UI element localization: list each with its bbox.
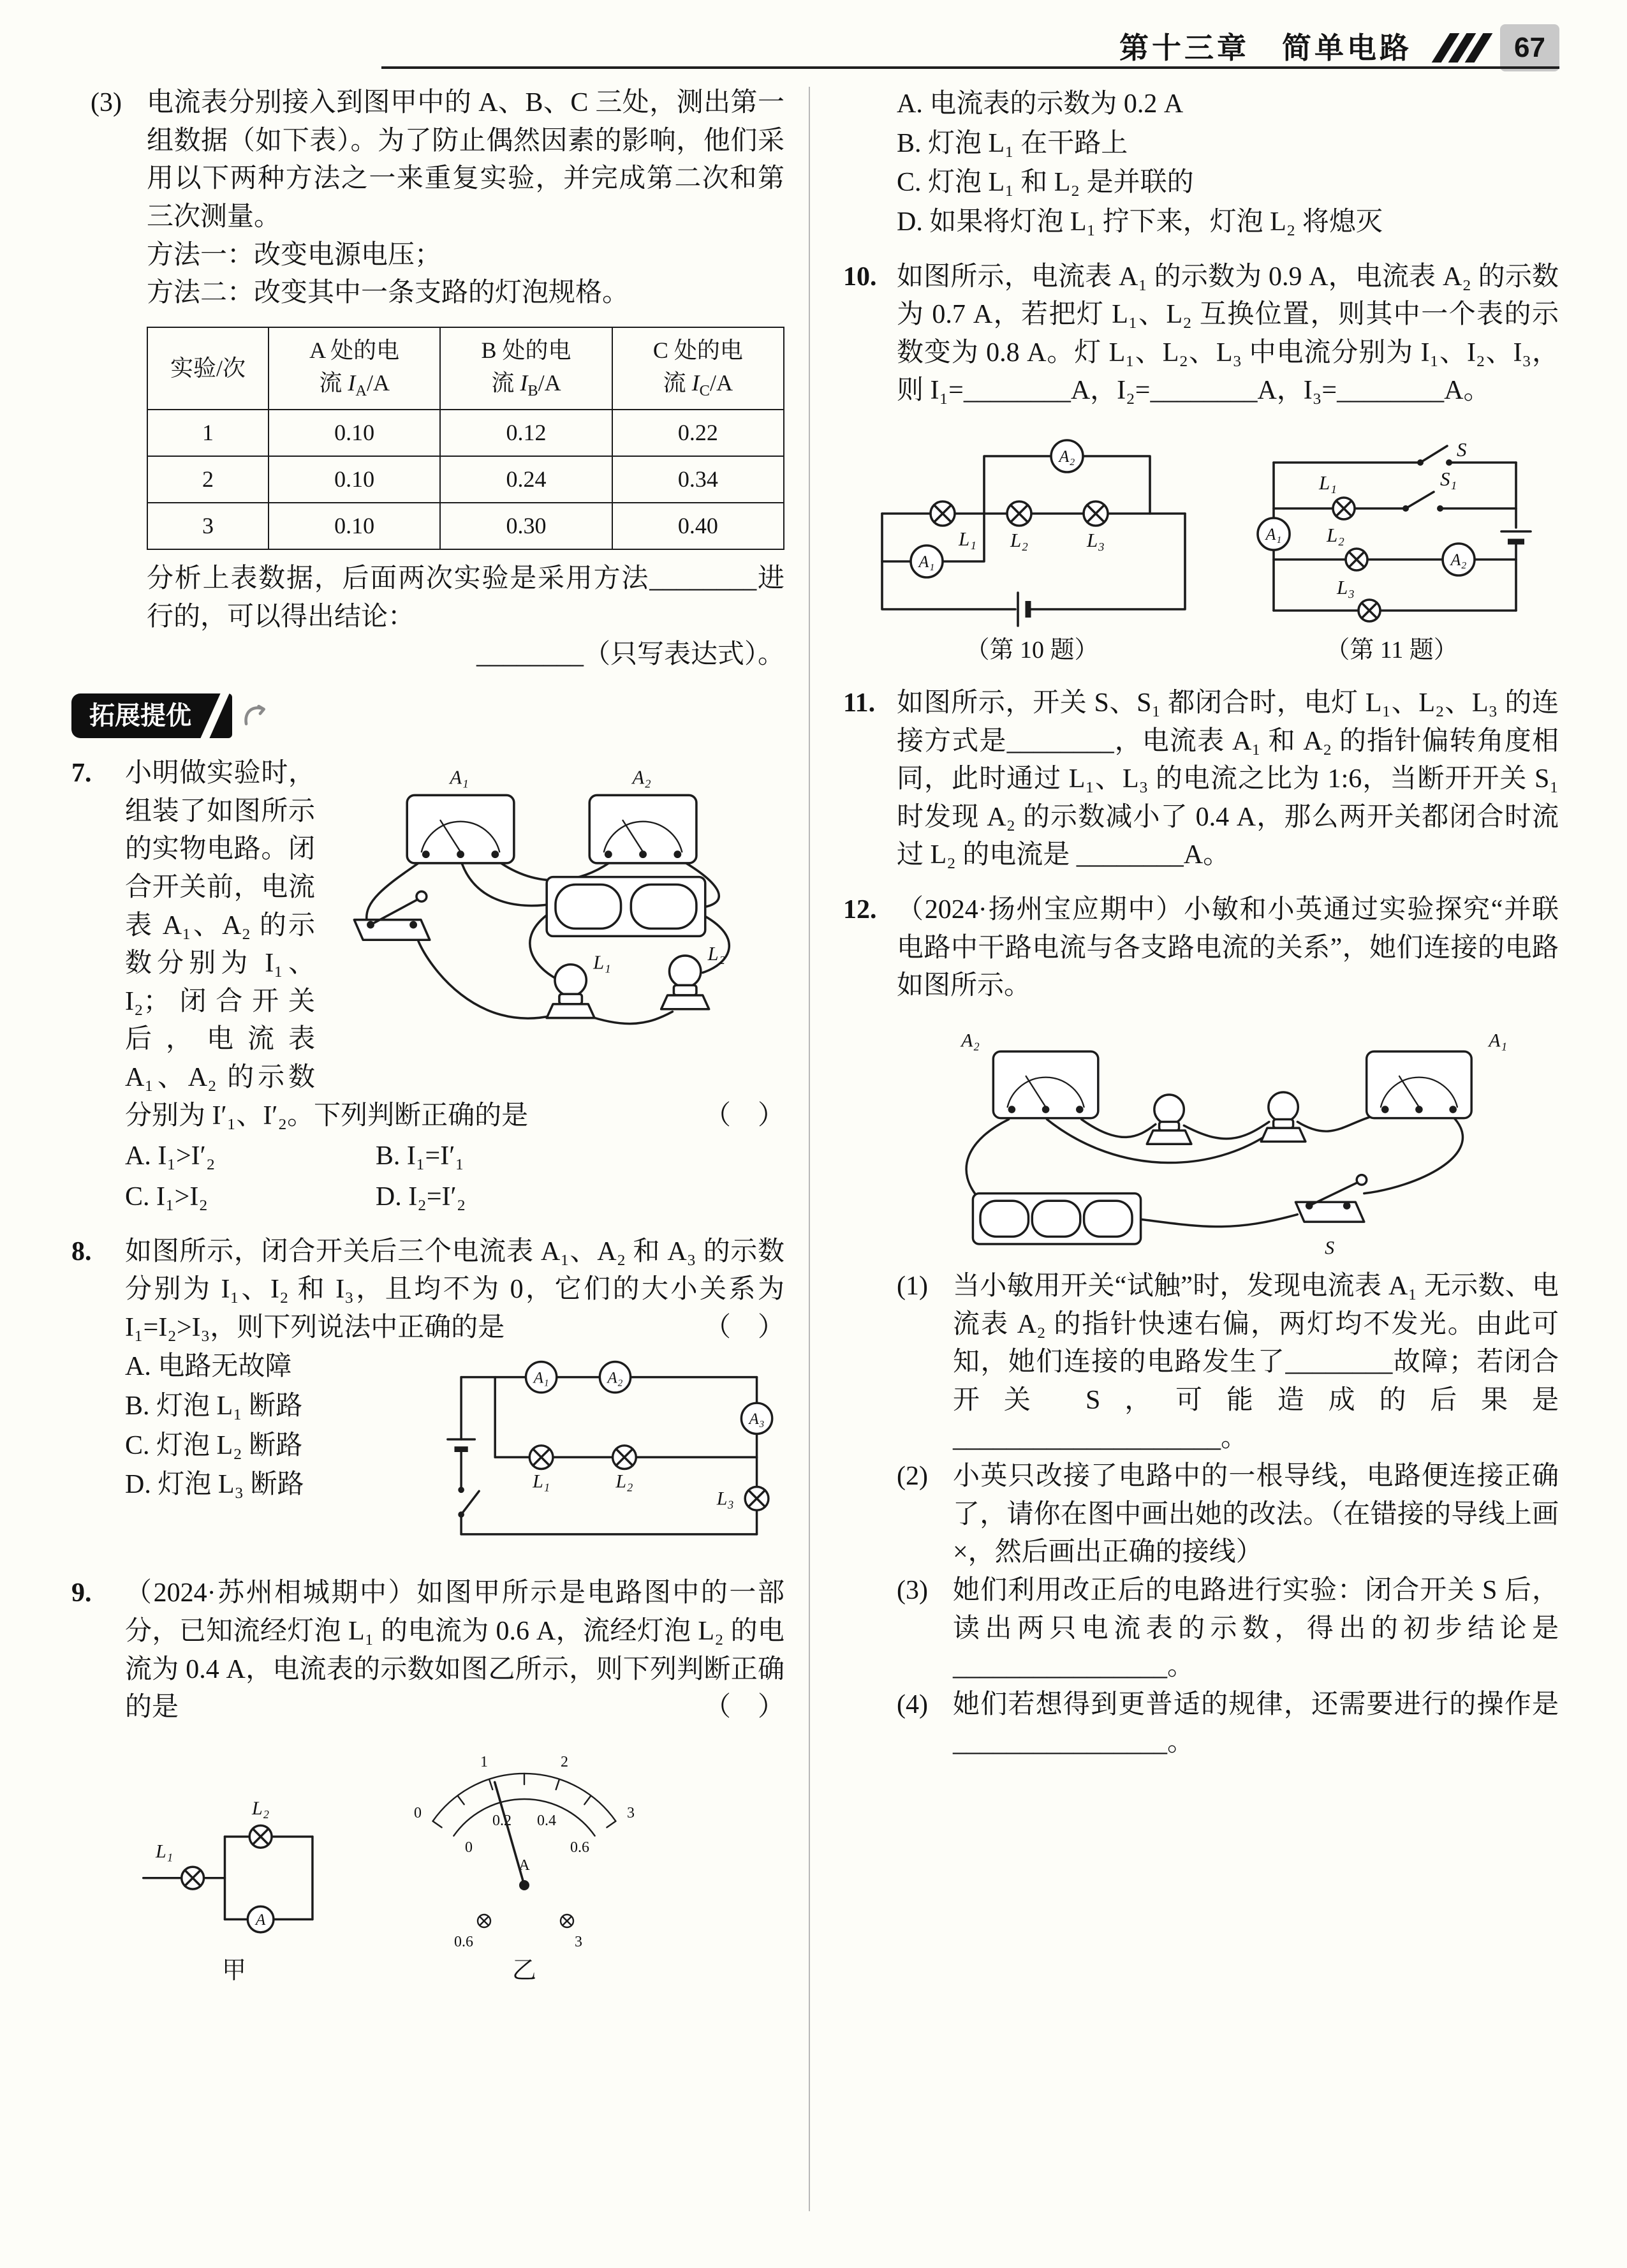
- label-l3: L₃: [716, 1488, 734, 1509]
- question-3-conclusion: 分析上表数据，后面两次实验是采用方法________进行的，可以得出结论：: [147, 564, 784, 632]
- sub3-number: (3): [897, 1575, 928, 1605]
- table-cell: 0.40: [612, 503, 784, 549]
- header-c-line1: C 处的电: [652, 337, 743, 363]
- dial-ticks: [433, 1774, 616, 1827]
- lamp-l3: [1358, 600, 1380, 621]
- tick-label-b3: 0.6: [570, 1839, 589, 1856]
- table-header-row: [147, 327, 784, 410]
- answer-bracket: （ ）: [703, 1693, 784, 1723]
- label-a1: A₁: [533, 1369, 549, 1387]
- table-cell: 0.22: [612, 410, 784, 456]
- label-a: A: [255, 1911, 266, 1929]
- question-11: [843, 685, 1559, 875]
- question-10-circuit-diagram: [853, 424, 1211, 628]
- sub3-text: 她们利用改正后的电路进行实验：闭合开关 S 后，读出两只电流表的示数，得出的初步结论是________________。: [953, 1575, 1559, 1682]
- question-10-number: 10.: [843, 262, 877, 292]
- lamp-l2: [661, 956, 709, 1009]
- battery: [448, 1440, 475, 1449]
- option-d: D. 如果将灯泡 L₁ 拧下来，灯泡 L₂ 将熄灭: [897, 207, 1383, 237]
- lamp-l1: [182, 1867, 204, 1889]
- table-cell: 0.34: [612, 456, 784, 503]
- label-a2: A₂: [632, 766, 651, 789]
- table-header-current-b: [440, 327, 612, 410]
- tick-label-0: 0: [414, 1804, 422, 1821]
- sub2-number: (2): [897, 1462, 928, 1492]
- label-a3: A₃: [749, 1411, 765, 1428]
- label-a1: A₁: [1489, 1030, 1508, 1051]
- ammeter-a2: [993, 1051, 1098, 1118]
- question-9-number: 9.: [71, 1578, 92, 1608]
- label-a2: A₂: [961, 1030, 980, 1051]
- option-a: A. 电路无故障: [125, 1352, 292, 1382]
- lamp-l1: [529, 1446, 553, 1469]
- sub2-text: 小英只改接了电路中的一根导线，电路便连接正确了，请你在图中画出她的改法。（在错接的导线上画×，然后画出正确的接线）: [953, 1462, 1559, 1568]
- sub4-number: (4): [897, 1689, 928, 1719]
- caption-yi: 乙: [512, 1957, 536, 1984]
- label-a2: A₂: [1059, 447, 1075, 466]
- table-header-current-a: [269, 327, 440, 410]
- option-d: D. I₂=I′₂: [375, 1182, 466, 1212]
- label-l2: L₂: [615, 1471, 633, 1492]
- label-l1: L₁: [1318, 471, 1337, 494]
- label-s: S: [1325, 1237, 1335, 1259]
- question-9-figures: [132, 1738, 784, 1989]
- figure-q10: [853, 424, 1211, 668]
- label-l2: L₂: [707, 942, 726, 965]
- header-b-line1: B 处的电: [481, 337, 571, 363]
- label-a1: A₁: [918, 552, 935, 571]
- label-l1: L₁: [156, 1841, 173, 1862]
- left-column: [71, 84, 784, 1991]
- label-a1: A₁: [450, 766, 469, 789]
- label-s1: S₁: [1440, 468, 1457, 490]
- question-3: [91, 84, 784, 313]
- question-7-number: 7.: [71, 759, 92, 789]
- page-curl-icon: [241, 701, 270, 730]
- figure-jia: [132, 1795, 336, 1989]
- unit-label: A: [519, 1857, 530, 1874]
- table-cell: 0.10: [269, 410, 440, 456]
- lamp-l2: [1346, 549, 1367, 570]
- battery-pack: [973, 1194, 1140, 1244]
- header-rule: [381, 66, 1559, 69]
- needle: [495, 1782, 524, 1885]
- label-s: S: [1457, 438, 1467, 461]
- lamp-l3: [1084, 501, 1108, 526]
- battery: [1018, 593, 1028, 626]
- header-b-line2: 流 $I_B/A$: [491, 369, 561, 400]
- figure-q11: [1239, 437, 1545, 668]
- option-b: B. 灯泡 L₁ 断路: [125, 1391, 303, 1421]
- lamp-right: [1261, 1092, 1306, 1141]
- terminals: [478, 1915, 573, 1927]
- question-12-sub2: [897, 1458, 1559, 1572]
- label-l1: L₁: [959, 528, 977, 550]
- table-cell: 2: [147, 456, 269, 503]
- table-row: [147, 410, 784, 456]
- question-8-text: 如图所示，闭合开关后三个电流表 A₁、A₂ 和 A₃ 的示数分别为 I₁、I₂ 和 I₃，且均不为 0，它们的大小关系为 I₁=I₂>I₃，则下列说法中正确的是 （ ）: [125, 1233, 784, 1347]
- question-10-text: 如图所示，电流表 A₁ 的示数为 0.9 A，电流表 A₂ 的示数为 0.7 A，若把灯 L₁、L₂ 互换位置，则其中一个表的示数变为 0.8 A。灯 L₁、L₂、L₃ 中电流分别为 I₁、I₂、I₃，则 I₁=________A，I₂=________A，I₃=________A。: [897, 262, 1559, 406]
- right-column: [843, 84, 1559, 1762]
- ammeter-a1: [407, 795, 514, 863]
- tick-label-1: 1: [480, 1753, 488, 1770]
- battery-pack: [547, 877, 705, 937]
- question-3-method2: 方法二：改变其中一条支路的灯泡规格。: [147, 278, 629, 308]
- option-a: A. 电流表的示数为 0.2 A: [897, 89, 1184, 119]
- tick-label-b1: 0.2: [492, 1812, 512, 1829]
- switch: [1295, 1175, 1366, 1222]
- label-a1: A₁: [1265, 525, 1282, 544]
- question-3-method1: 方法一：改变电源电压；: [147, 240, 442, 270]
- question-3-conclusion-blank: ________（只写表达式）。: [476, 640, 784, 670]
- header-slashes-decoration: [1434, 33, 1483, 63]
- header-a-line2: 流 $I_A/A$: [319, 369, 390, 400]
- table-cell: 0.10: [269, 456, 440, 503]
- lamp-l1: [1333, 498, 1355, 519]
- option-a: A. I₁>I′₂: [125, 1141, 216, 1171]
- circuit-wires: [461, 1377, 756, 1534]
- switch: [458, 1487, 479, 1518]
- caption-q11: （第 11 题）: [1325, 637, 1458, 663]
- extension-badge: [71, 693, 232, 738]
- page-number: 67: [1500, 24, 1559, 71]
- section-header-extension: [71, 693, 784, 738]
- table-cell: 0.24: [440, 456, 612, 503]
- figure-yi: [387, 1738, 661, 1989]
- figures-q10-q11: [853, 424, 1559, 668]
- question-11-circuit-diagram: [1239, 437, 1545, 628]
- header-c-line2: 流 $I_C/A$: [663, 369, 733, 400]
- sub4-text: 她们若想得到更普适的规律，还需要进行的操作是________________。: [953, 1689, 1559, 1758]
- circuit-wires: [882, 456, 1185, 609]
- question-11-number: 11.: [843, 688, 876, 718]
- tick-label-b0: 0: [465, 1839, 473, 1856]
- lamp-l2: [613, 1446, 637, 1469]
- table-row: [147, 456, 784, 503]
- label-l1: L₁: [533, 1471, 550, 1492]
- lamp-l1: [931, 501, 955, 526]
- question-9-options: [897, 85, 1559, 242]
- question-12-number: 12.: [843, 895, 877, 925]
- battery: [1501, 531, 1531, 542]
- caption-q10: （第 10 题）: [965, 637, 1099, 663]
- option-b: B. I₁=I′₁: [375, 1141, 465, 1171]
- lamp-l1: [547, 965, 594, 1018]
- question-11-text: 如图所示，开关 S、S₁ 都闭合时，电灯 L₁、L₂、L₃ 的连接方式是________，电流表 A₁ 和 A₂ 的指针偏转角度相同，此时通过 L₁、L₃ 的电流之比为 1:6，当断开开关 S₁ 时发现 A₂ 的示数减小了 0.4 A，那么两开关都闭合时流过 L₂ 的电流是 ________A。: [897, 688, 1559, 870]
- ammeter-a2: [589, 795, 696, 863]
- label-a2: A₂: [607, 1369, 623, 1387]
- question-8-circuit-diagram: [427, 1349, 784, 1553]
- option-b: B. 灯泡 L₁ 在干路上: [897, 128, 1128, 158]
- table-cell: 0.30: [440, 503, 612, 549]
- table-row: [147, 503, 784, 549]
- sub1-number: (1): [897, 1271, 928, 1301]
- question-10: [843, 258, 1559, 411]
- question-7-options-ab: [125, 1138, 784, 1176]
- switch-s1: [1402, 492, 1443, 512]
- table-cell: 0.10: [269, 503, 440, 549]
- badge-label: 拓展提优: [89, 702, 191, 730]
- label-l2: L₂: [1010, 529, 1029, 551]
- lamp-left: [1147, 1095, 1191, 1144]
- measurement-table: [147, 327, 784, 550]
- sub1-text: 当小敏用开关“试触”时，发现电流表 A₁ 无示数、电流表 A₂ 的指针快速右偏，两灯均不发光。由此可知，她们连接的电路发生了________故障；若闭合开关 S，可能造成的后果是____________________。: [953, 1271, 1559, 1453]
- needle-pivot: [519, 1880, 529, 1890]
- label-l3: L₃: [1086, 529, 1105, 551]
- option-d: D. 灯泡 L₃ 断路: [125, 1470, 304, 1500]
- lamp-l3: [745, 1487, 769, 1511]
- label-l3: L₃: [1336, 576, 1355, 598]
- terminal-label-3: 3: [575, 1933, 582, 1949]
- circuit-wires: [1274, 463, 1516, 611]
- question-9-ammeter-dial: [387, 1738, 661, 1949]
- question-12-sub4: [897, 1686, 1559, 1762]
- table-cell: 1: [147, 410, 269, 456]
- ammeter-a1: [1367, 1051, 1471, 1118]
- table-cell: 3: [147, 503, 269, 549]
- label-a2: A₂: [1450, 551, 1467, 569]
- terminal-label-06: 0.6: [454, 1933, 473, 1949]
- table-header-experiment: 实验/次: [147, 327, 269, 410]
- question-8: [71, 1233, 784, 1559]
- question-7-options-cd: [125, 1178, 784, 1217]
- table-header-current-c: [612, 327, 784, 410]
- answer-bracket: （ ）: [703, 1312, 784, 1342]
- header-a-line1: A 处的电: [309, 337, 400, 363]
- question-9-text: （2024·苏州相城期中）如图甲所示是电路图中的一部分，已知流经灯泡 L₁ 的电流为 0.6 A，流经灯泡 L₂ 的电流为 0.4 A，电流表的示数如图乙所示，则下列判断正确的是 （ ）: [125, 1575, 784, 1727]
- column-divider: [809, 87, 810, 2211]
- lamp-l2: [1007, 501, 1031, 526]
- question-3-text: 电流表分别接入到图甲中的 A、B、C 三处，测出第一组数据（如下表）。为了防止偶然因素的影响，他们采用以下两种方法之一来重复实验，并完成第二次和第三次测量。: [147, 88, 784, 232]
- tick-label-2: 2: [561, 1753, 568, 1770]
- question-7-circuit-photo: [325, 759, 784, 1055]
- question-9: [71, 1575, 784, 1727]
- option-c: C. 灯泡 L₂ 断路: [125, 1430, 303, 1460]
- answer-bracket: （ ）: [703, 1101, 784, 1130]
- table-cell: 0.12: [440, 410, 612, 456]
- label-l2: L₂: [1326, 524, 1345, 546]
- question-12-circuit-photo: [934, 1016, 1521, 1263]
- label-l2: L₂: [252, 1797, 270, 1819]
- caption-jia: 甲: [221, 1957, 246, 1984]
- option-c: C. I₁>I₂: [125, 1182, 208, 1212]
- question-8-number: 8.: [71, 1236, 92, 1266]
- question-9-circuit-jia: [132, 1795, 336, 1949]
- chapter-title: 第十三章 简单电路: [1119, 31, 1413, 64]
- tick-label-3: 3: [627, 1804, 635, 1821]
- question-12-sub3: [897, 1572, 1559, 1686]
- question-7-text: 小明做实验时，组装了如图所示的实物电路。闭合开关前，电流表 A₁、A₂ 的示数分别为 I₁、I₂；闭合开关后，电流表 A₁、A₂ 的示数分别为 I′₁、I′₂。下列判断正确的是 （ ）: [125, 755, 784, 1135]
- label-l1: L₁: [593, 951, 611, 974]
- question-12: [843, 891, 1559, 1762]
- question-12-sub1: [897, 1268, 1559, 1458]
- option-c: C. 灯泡 L₁ 和 L₂ 是并联的: [897, 168, 1194, 198]
- tick-label-b2: 0.4: [537, 1812, 556, 1829]
- lamp-l2: [249, 1825, 272, 1848]
- question-12-text: （2024·扬州宝应期中）小敏和小英通过实验探究“并联电路中干路电流与各支路电流的关系”，她们连接的电路如图所示。: [897, 895, 1559, 1001]
- switch: [354, 891, 429, 940]
- switch-s: [1417, 446, 1452, 466]
- question-3-number: (3): [91, 88, 122, 117]
- question-7: [71, 755, 784, 1217]
